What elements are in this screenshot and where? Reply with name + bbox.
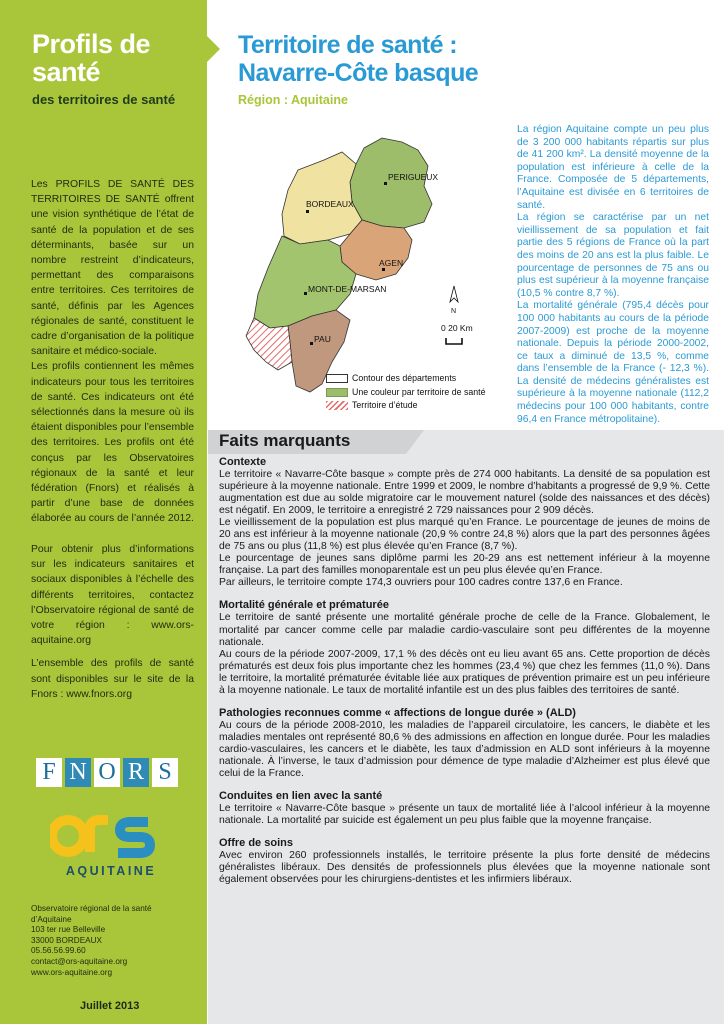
section-paragraph: Au cours de la période 2007-2009, 17,1 % des décès ont eu lieu avant 65 ans. Cette proportion de décès prématurés est deux fois plus importante chez les hommes (23,4 %) que chez les femmes (11,0 %). Dans le territoire, la mortalité prématurée évitable liée aux pratiques de prévention primaire est un peu inférieure à la moyenne nationale. Le taux de mortalité infantile est un des plus faibles des territoires de santé. [219,648,710,696]
north-label: N [451,308,457,315]
city-label: PERIGUEUX [388,172,439,182]
section-heading: Offre de soins [219,837,293,850]
map-legend [326,372,486,413]
section-paragraph: Le territoire de santé présente une mortalité générale proche de celle de la France. Globalement, le mortalité par cancer comme celle par maladie cardio-vasculaire sont peu différentes de la moyenne nationale. [219,612,710,648]
section-paragraph: Avec environ 260 professionnels installés, le territoire présente la plus forte densité de médecins généralistes libéraux. Des densités de professionnels plus élevées que la moyenne nationale sont également observées pour les chirurgiens-dentistes et les infirmiers libéraux. [219,850,710,886]
region-label: Région : Aquitaine [238,93,348,107]
publication-date: Juillet 2013 [80,1000,140,1012]
legend-label: Une couleur par territoire de santé [352,386,486,397]
legend-item [326,399,486,413]
sidebar-intro [31,177,194,527]
section-paragraph: Le territoire « Navarre-Côte basque » compte près de 274 000 habitants. La densité de sa population est supérieure à la moyenne nationale. Entre 1999 et 2009, le nombre d’habitants a progressé de 9,9 %. Cette augmentation est due au solde migratoire car le mouvement naturel (solde des naissances et des décès) est négatif. En 2009, le territoire a enregistré 2 729 naissances pour 2 909 décès. [219,469,710,517]
section-conduites [219,790,710,827]
city-label: BORDEAUX [306,199,354,209]
highlights-tab-corner [406,430,424,454]
address-line: 05.56.56.99.60 [31,946,86,956]
fnors-letter: R [123,758,149,787]
north-arrow-icon [450,286,458,315]
section-offre-de-soins [219,837,710,886]
fnors-letter: O [94,758,120,787]
section-contexte [219,456,710,589]
city-label: MONT-DE-MARSAN [308,284,387,294]
scale-bar [441,323,473,344]
section-paragraph: Au cours de la période 2008-2010, les maladies de l’appareil circulatoire, les cancers, le diabète et les maladies mentales ont représenté 80,6 % des admissions en affection en longue durée. Pour les maladies cardio-vasculaires, les cancers et le diabète, les taux d’admission en ALD sont inférieurs à la moyenne nationale. À l’inverse, le taux d’admission pour démence de type maladie d’Alzheimer est plus élevé que celui de la France. [219,719,710,779]
map-dordogne [350,138,432,228]
address-line: Observatoire régional de la santé [31,904,152,913]
section-heading: Conduites en lien avec la santé [219,790,383,803]
section-mortalite [219,599,710,696]
intro-paragraph: La région se caractérise par un net vieillissement de sa population et fait partie des 5 régions de France où la part des moins de 20 ans est la plus faible. Le pourcentage de personnes de 75 ans ou plus est supérieur à la moyenne française (10,5 % contre 8,7 %). [517,212,709,299]
ors-logo [50,806,170,862]
sidebar-title-line2: santé [32,57,101,87]
page-title-line1: Territoire de santé : [238,31,457,59]
scale-label: 0 20 Km [441,323,473,333]
legend-swatch-hatch [326,401,348,410]
city-label: PAU [314,334,331,344]
address-line: www.ors-aquitaine.org [31,967,113,977]
sidebar-contact-p2: L’ensemble des profils de santé sont disponibles sur le site de la Fnors : www.fnors.org [31,658,194,700]
ors-logo-r [90,820,108,852]
address-line: d’Aquitaine [31,914,72,924]
city-marker [304,292,307,295]
highlights-title: Faits marquants [219,431,351,450]
city-marker [306,210,309,213]
address-line: contact@ors-aquitaine.org [31,956,128,966]
city-marker [382,268,385,271]
section-heading: Pathologies reconnues comme « affections de longue durée » (ALD) [219,706,576,719]
sidebar-intro-p2: Les profils contiennent les mêmes indicateurs pour tous les territoires de santé. Ces indicateurs ont été sélectionnés dans la mesure où ils étaient disponibles pour l’ensemble des territoires. Les profils ont été conçus par les Observatoires régionaux de la santé et leur fédération (Fnors) et réalisés à partir d’une base de données élaborée au cours de l’année 2012. [31,361,194,525]
section-heading: Mortalité générale et prématurée [219,599,389,612]
page-title [238,31,478,87]
address-line: 103 ter rue Belleville [31,925,106,935]
sidebar-intro-p1: Les PROFILS DE SANTÉ DES TERRITOIRES DE SANTÉ offrent une vision synthétique de l’état de santé de la population et de ses déterminants, basée sur un nombre restreint d’indicateurs, permettant des comparaisons entre territoires. Ces territoires de santé, définis par les Agences régionales de santé, constituent le cadre d’organisation de la politique sanitaire et médico-sociale. [31,179,194,358]
address-line: 33000 BORDEAUX [31,935,102,945]
section-ald [219,707,710,780]
ors-logo-s [118,822,150,853]
intro-paragraph: La mortalité générale (795,4 décès pour 100 000 habitants au cours de la période 2007-2009) est proche de la moyenne nationale. Depuis la période 2000-2002, ce taux a diminué de 13,5 %, comme dans l’ensemble de la France (- 12,3 %). La densité de médecins généralistes est supérieure à la moyenne nationale (112,2 médecins pour 100 000 habitants, contre 96,4 en France métropolitaine). [517,300,709,425]
fnors-letter: S [152,758,178,787]
legend-swatch-outline [326,374,348,383]
sidebar-contact-p1: Pour obtenir plus d’informations sur les indicateurs sanitaires et sociaux disponibles à l’échelle des différents territoires, contactez l’Observatoire régional de santé de votre région : www.ors-aquitaine.org [31,544,194,647]
section-paragraph: Le vieillissement de la population est plus marqué qu’en France. Le pourcentage de jeunes de moins de 20 ans est inférieur à la moyenne nationale (20,9 % contre 24,8 %) alors que la part des personnes âgées de 75 ans ou plus (11,8 %) est plus élevée qu’en France (8,7 %). [219,517,710,553]
ors-logo-o [52,820,84,852]
legend-label: Contour des départements [352,373,457,383]
legend-item [326,372,486,386]
legend-label: Territoire d’étude [352,400,418,410]
sidebar-contact [31,542,194,702]
city-marker [384,182,387,185]
section-heading: Contexte [219,456,267,468]
fnors-letter: N [65,758,91,787]
city-label: AGEN [379,258,404,268]
map-gironde [282,152,362,244]
section-paragraph: Le pourcentage de jeunes sans diplôme parmi les 20-29 ans est nettement inférieur à la moyenne française. La part des familles monoparentale est un peu plus élevée qu’en France. [219,553,710,577]
fnors-letter: F [36,758,62,787]
aquitaine-logo-text: AQUITAINE [65,864,157,878]
section-paragraph: Le territoire « Navarre-Côte basque » présente un taux de mortalité liée à l’alcool inférieur à la moyenne nationale. La mortalité par suicide est également un peu plus faible que la moyenne française. [219,803,710,827]
title-arrow [207,36,220,62]
sidebar-subtitle: des territoires de santé [32,92,176,107]
intro-paragraph: La région Aquitaine compte un peu plus de 3 200 000 habitants répartis sur plus de 41 200 km². La densité moyenne de la population est inférieure à celle de la France. Composée de 5 départements, l’Aquitaine est divisée en 6 territoires de santé. [517,124,709,211]
legend-swatch-green [326,388,348,397]
address-block [31,904,201,978]
region-intro [517,124,709,426]
page-title-line2: Navarre-Côte basque [238,59,479,87]
sidebar-title [32,30,202,86]
fnors-logo [36,758,178,787]
highlights-content [219,456,710,896]
sidebar-title-line1: Profils de [32,29,151,59]
legend-item [326,386,486,400]
section-paragraph: Par ailleurs, le territoire compte 174,3 ouvriers pour 100 cadres contre 137,6 en France. [219,577,623,589]
city-marker [310,342,313,345]
